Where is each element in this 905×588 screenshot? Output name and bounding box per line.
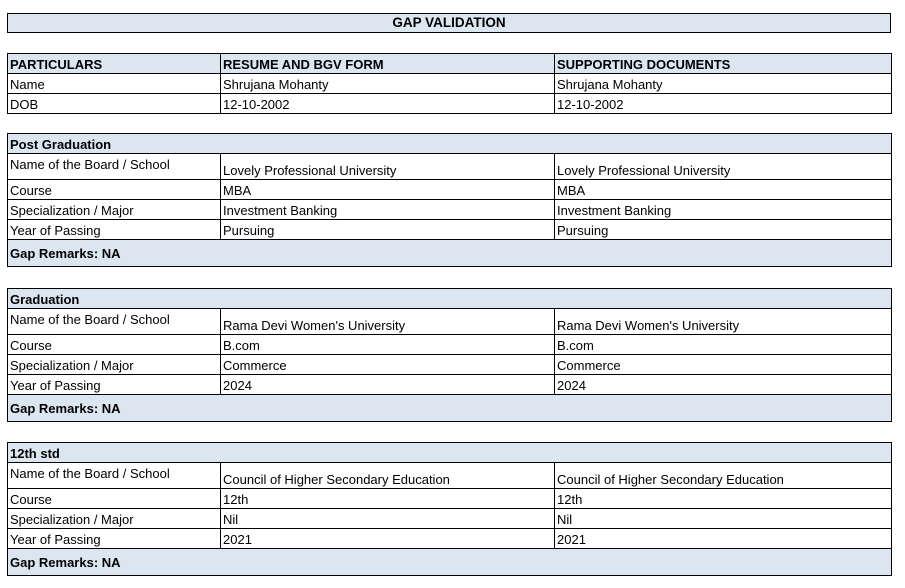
table-row <box>8 489 892 509</box>
resume-value: 12th <box>221 489 555 509</box>
table-row <box>8 74 892 94</box>
row-label: Year of Passing <box>8 220 221 240</box>
graduation-table <box>7 288 892 422</box>
resume-value: 2024 <box>221 375 555 395</box>
row-label: Name of the Board / School <box>8 463 221 489</box>
docs-value: Investment Banking <box>555 200 892 220</box>
docs-value: 12th <box>555 489 892 509</box>
resume-value: Council of Higher Secondary Education <box>221 463 555 489</box>
docs-value: B.com <box>555 335 892 355</box>
header-resume-bgv: RESUME AND BGV FORM <box>221 54 555 74</box>
resume-value: Rama Devi Women's University <box>221 309 555 335</box>
docs-value: Pursuing <box>555 220 892 240</box>
resume-value: MBA <box>221 180 555 200</box>
gap-remarks: Gap Remarks: NA <box>8 240 892 267</box>
resume-value: Nil <box>221 509 555 529</box>
resume-value: Shrujana Mohanty <box>221 74 555 94</box>
docs-value: Council of Higher Secondary Education <box>555 463 892 489</box>
row-label: Course <box>8 489 221 509</box>
docs-value: Lovely Professional University <box>555 154 892 180</box>
section-heading: 12th std <box>8 443 892 463</box>
row-label: Year of Passing <box>8 529 221 549</box>
table-row <box>8 180 892 200</box>
docs-value: Rama Devi Women's University <box>555 309 892 335</box>
row-label: Course <box>8 180 221 200</box>
docs-value: 2024 <box>555 375 892 395</box>
page-title: GAP VALIDATION <box>7 13 891 33</box>
docs-value: Nil <box>555 509 892 529</box>
table-row <box>8 509 892 529</box>
table-row <box>8 309 892 335</box>
table-row <box>8 335 892 355</box>
row-label: Specialization / Major <box>8 200 221 220</box>
row-label: Year of Passing <box>8 375 221 395</box>
docs-value: Commerce <box>555 355 892 375</box>
section-heading: Graduation <box>8 289 892 309</box>
docs-value: 2021 <box>555 529 892 549</box>
table-row <box>8 220 892 240</box>
docs-value: Shrujana Mohanty <box>555 74 892 94</box>
resume-value: Commerce <box>221 355 555 375</box>
personal-details-table <box>7 53 892 114</box>
twelfth-std-table <box>7 442 892 576</box>
docs-value: 12-10-2002 <box>555 94 892 114</box>
docs-value: MBA <box>555 180 892 200</box>
row-label: Name of the Board / School <box>8 309 221 335</box>
row-label: Specialization / Major <box>8 355 221 375</box>
resume-value: Pursuing <box>221 220 555 240</box>
table-row <box>8 200 892 220</box>
resume-value: B.com <box>221 335 555 355</box>
row-label: DOB <box>8 94 221 114</box>
row-label: Name <box>8 74 221 94</box>
header-particulars: PARTICULARS <box>8 54 221 74</box>
row-label: Course <box>8 335 221 355</box>
resume-value: Investment Banking <box>221 200 555 220</box>
table-row <box>8 463 892 489</box>
table-row <box>8 375 892 395</box>
header-supporting-docs: SUPPORTING DOCUMENTS <box>555 54 892 74</box>
table-row <box>8 154 892 180</box>
header-row <box>8 54 892 74</box>
table-row <box>8 355 892 375</box>
section-heading: Post Graduation <box>8 134 892 154</box>
row-label: Specialization / Major <box>8 509 221 529</box>
table-row <box>8 94 892 114</box>
gap-remarks: Gap Remarks: NA <box>8 395 892 422</box>
resume-value: Lovely Professional University <box>221 154 555 180</box>
table-row <box>8 529 892 549</box>
gap-remarks: Gap Remarks: NA <box>8 549 892 576</box>
resume-value: 2021 <box>221 529 555 549</box>
row-label: Name of the Board / School <box>8 154 221 180</box>
post-graduation-table <box>7 133 892 267</box>
resume-value: 12-10-2002 <box>221 94 555 114</box>
